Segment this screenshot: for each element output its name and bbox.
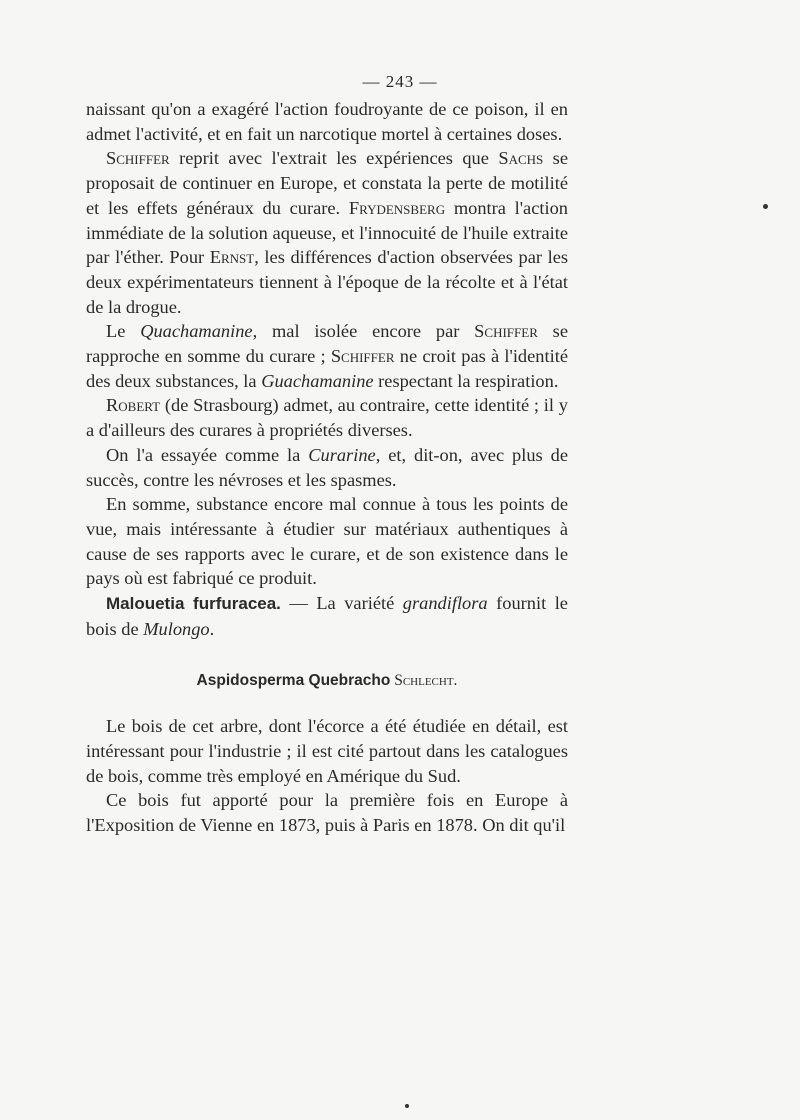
italic-term: Curarine — [308, 444, 376, 465]
paragraph-1: naissant qu'on a exagéré l'action foudroyante de ce poison, il en admet l'activité, et en fait un narcotique mortel à certaines doses. — [86, 99, 568, 144]
body-text — [86, 97, 568, 838]
ink-speck — [405, 1104, 409, 1108]
author-name: Frydensberg — [348, 197, 446, 218]
author-name: Ernst — [209, 247, 255, 268]
text-run: Le — [106, 321, 141, 342]
text-run: (de Strasbourg) admet, au contraire, cette identité ; il y a d'ailleurs des curares à propriétés diverses. — [86, 395, 568, 441]
paragraph-2 — [86, 146, 568, 319]
text-run: reprit avec l'extrait les expériences que — [169, 148, 499, 169]
paragraph-5 — [86, 443, 568, 492]
text-run: se rapproche en somme du curare ; — [86, 321, 568, 367]
italic-term: Mulongo — [143, 618, 210, 639]
text-run: respectant la respiration. — [373, 370, 559, 391]
paragraph-8: Le bois de cet arbre, dont l'écorce a été étudiée en détail, est intéressant pour l'industrie ; il est cité partout dans les catalogues de bois, comme très employé en Amérique du Sud. — [86, 716, 568, 786]
text-run: , mal isolée encore par — [252, 321, 475, 342]
author-name: Schiffer — [474, 321, 538, 342]
heading-species: Aspidosperma Quebracho — [196, 672, 391, 690]
species-name: Malouetia furfuracea. — [106, 594, 281, 614]
text-run: montra l'action immédiate de la solution aqueuse, et l'innocuité de l'huile extraite par l'éther. Pour — [86, 197, 568, 268]
paragraph-3 — [86, 319, 568, 393]
author-name: Schiffer — [330, 346, 395, 367]
italic-term: Quachamanine — [140, 321, 253, 342]
author-name: Sachs — [498, 148, 544, 169]
text-run: , et, dit-on, avec plus de succès, contre les névroses et les spasmes. — [86, 444, 568, 490]
paragraph-6: En somme, substance encore mal connue à tous les points de vue, mais intéressante à étudier sur matériaux authentiques à cause de ses rapports avec le curare, et de son existence dans le pays où est fabriqué ce produit. — [86, 494, 568, 589]
text-run: . — [209, 618, 215, 639]
text-run: , les différences d'action observées par les deux expérimentateurs tiennent à l'époque de la récolte et à l'état de la drogue. — [86, 247, 569, 317]
heading-author: Schlecht. — [390, 672, 458, 690]
page-number: — 243 — — [362, 72, 438, 91]
text-run: — La variété — [280, 593, 403, 614]
paragraph-7 — [86, 591, 568, 641]
section-heading — [86, 669, 568, 694]
author-name: Schiffer — [106, 148, 170, 169]
ink-speck — [763, 204, 768, 209]
text-run: se proposait de continuer en Europe, et constata la perte de motilité et les effets généraux du curare. — [86, 148, 568, 218]
text-run: On l'a essayée comme la — [106, 444, 309, 465]
text-run: ne croit pas à l'identité des deux substances, la — [86, 346, 568, 391]
paragraph-4 — [86, 393, 568, 442]
paragraph-9: Ce bois fut apporté pour la première fois en Europe à l'Exposition de Vienne en 1873, puis à Paris en 1878. On dit qu'il — [86, 790, 568, 835]
italic-term: Guachamanine — [261, 370, 374, 391]
italic-term: grandiflora — [402, 593, 488, 614]
text-run: fournit le bois de — [86, 593, 568, 639]
author-name: Robert — [106, 395, 161, 416]
